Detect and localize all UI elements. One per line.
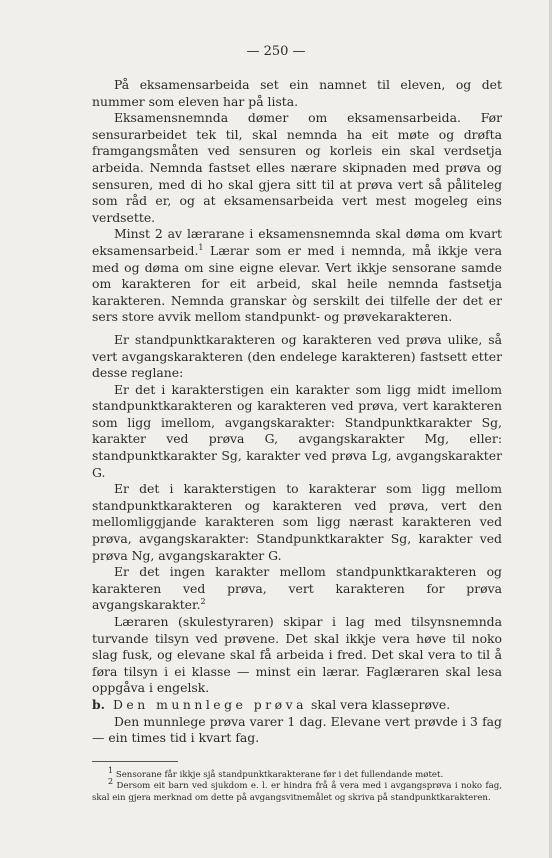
- paragraph: Er det i karakterstigen to karakterar som ligg mellom standpunktkarakteren og karakteren ved prøva, vert den mellomliggjande karakteren som ligg nærast karakteren ved prøva, avgangskarakter: Standpunktkarakter Sg, karakter ved prøva Ng, avgangskarakter G.: [92, 481, 502, 563]
- section-title-tail: skal vera klasseprøve.: [307, 696, 451, 712]
- paragraph: [92, 226, 502, 326]
- paragraph-text: Minst 2 av lærarane i eksamensnemnda skal døma om kvart eksamensarbeid.: [92, 226, 502, 258]
- footnote-number: 1: [108, 765, 114, 775]
- paragraph-text: Er det ingen karakter mellom standpunktkarakteren og karakteren ved prøva, vert karakteren for prøva avgangskarakter.: [92, 564, 502, 613]
- paragraph: Eksamensnemnda dømer om eksamensarbeida. Før sensurarbeidet tek til, skal nemnda ha eit møte og drøfta framgangsmåten ved sensuren og korleis ein skal verdsetja arbeida. Nemnda fastset elles nærare skipnaden med prøva og sensuren, med di ho skal gjera sitt til at prøva vert så påliteleg som råd er, og at eksamensarbeida vert mest mogeleg eins verdsette.: [92, 110, 502, 225]
- section-title: Den munnlege prøva: [112, 696, 308, 712]
- paragraph: Læraren (skulestyraren) skipar i lag med tilsynsnemnda turvande tilsyn ved prøvene. Det skal ikkje vera høve til noko slag fusk, og elevane skal få arbeida i fred. Det skal vera to til å føra tilsyn i ei klasse — minst ein lærar. Faglæraren skal lesa oppgåva i engelsk.: [92, 614, 502, 696]
- footnote: [92, 777, 502, 804]
- paragraph-text: Lærar som er med i nemnda, må ikkje vera med og døma om sine eigne elevar. Vert ikkje sensorane samde om karakteren for eit arbeid, skal heile nemnda fastsetja karakteren. Nemnda granskar òg serskilt dei tilfelle der det er sers store avvik mellom standpunkt- og prøvekarakteren.: [92, 242, 502, 325]
- footnote-divider: [92, 761, 178, 762]
- paragraph: Er det i karakterstigen ein karakter som ligg midt imellom standpunktkarakteren og karakteren ved prøva, vert karakteren som ligg imellom, avgangskarakter: Standpunktkarakter Sg, karakter ved prøva G, avgangskarakter Mg, eller: standpunktkarakter Sg, karakter ved prøva Lg, avgangskarakter G.: [92, 381, 502, 480]
- paragraph: På eksamensarbeida set ein namnet til eleven, og det nummer som eleven har på lista.: [92, 77, 502, 109]
- footnote-text: Sensorane får ikkje sjå standpunktkarakterane før i det fullendande møtet.: [113, 769, 444, 780]
- section-b-heading: [92, 697, 502, 714]
- footnote-ref: 2: [200, 597, 206, 607]
- paragraph: [92, 564, 502, 614]
- footnote-ref: 1: [198, 242, 204, 252]
- body-text: [92, 77, 502, 747]
- page-number: — 250 —: [246, 44, 306, 59]
- paragraph: Er standpunktkarakteren og karakteren ved prøva ulike, så vert avgangskarakteren (den endelege karakteren) fastsett etter desse reglane:: [92, 331, 502, 381]
- footnote-text: Dersom eit barn ved sjukdom e. l. er hindra frå å vera med i avgangsprøva i noko fag, skal ein gjera merknad om dette på avgangsvitnemålet og skriva på standpunktkarakteren.: [92, 781, 502, 803]
- section-letter: b.: [92, 696, 105, 712]
- footnotes: [92, 765, 502, 804]
- footnote: [92, 765, 502, 781]
- paragraph: Den munnlege prøva varer 1 dag. Elevane vert prøvde i 3 fag — ein times tid i kvart fag.: [92, 713, 502, 746]
- footnote-number: 2: [108, 777, 114, 787]
